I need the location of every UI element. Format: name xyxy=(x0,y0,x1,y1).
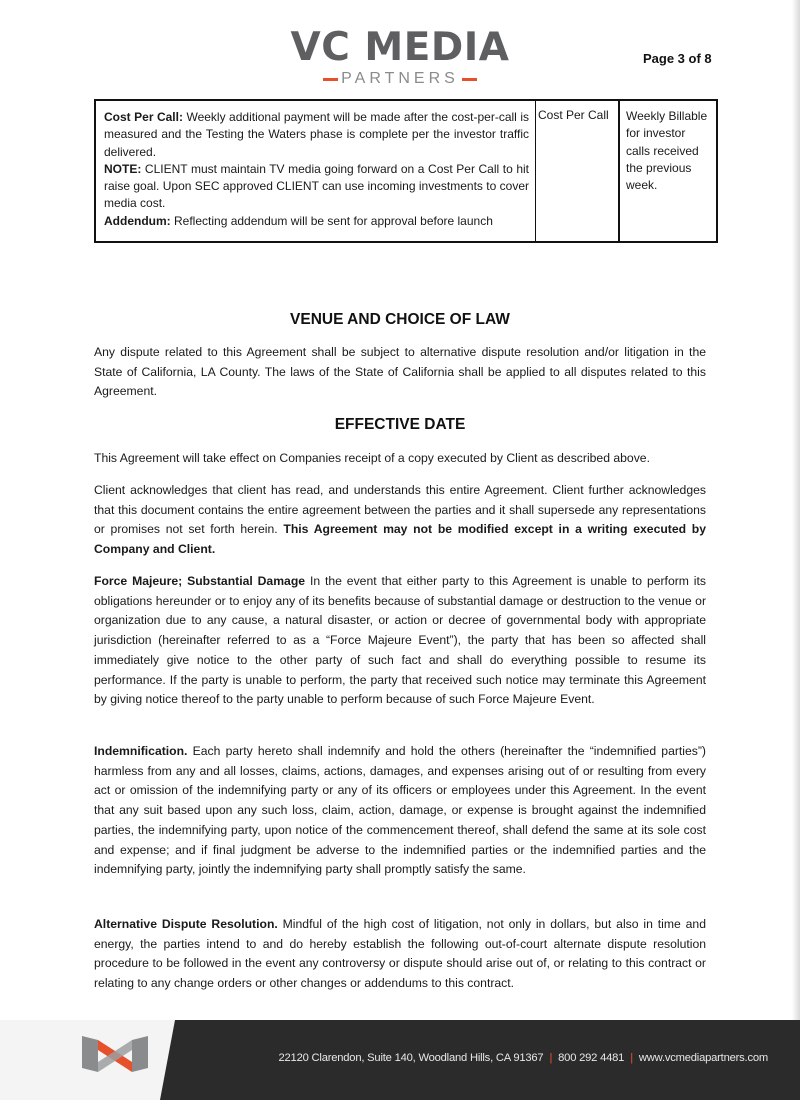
addendum-label: Addendum: xyxy=(104,213,171,228)
logo-dash-right xyxy=(462,78,477,81)
adr-label: Alternative Dispute Resolution. xyxy=(94,917,278,931)
adr-text: Mindful of the high cost of litigation, not only in dollars, but also in time and energy, the parties intend to and do hereby establish the following out-of-court alternate dispute resolution procedure to be followed in the event any controversy or dispute should arise out of, or relating to this contract or relating to any change orders or other changes or addendums to this contract. xyxy=(94,917,706,991)
footer-separator: | xyxy=(630,1052,633,1064)
acknowledgement-text: Client acknowledges that client has read, and understands this entire Agreement. Client further acknowledges that this document contains the entire agreement between the parties and it shall supersede any representations or promises not set forth herein. xyxy=(94,483,706,537)
table-cell-type: Cost Per Call xyxy=(536,101,620,241)
table-cell-billing: Weekly Billable for investor calls received the previous week. xyxy=(626,109,708,193)
logo-dash-left xyxy=(323,78,338,81)
footer-address: 22120 Clarendon, Suite 140, Woodland Hills, CA 91367 xyxy=(278,1052,544,1064)
footer-logo-icon xyxy=(82,1030,148,1072)
logo-subtitle: PARTNERS xyxy=(341,70,459,87)
cost-per-call-text: Weekly additional payment will be made after the cost-per-call is measured and the Testing the Waters phase is complete per the investor traffic delivered. xyxy=(104,110,529,159)
footer-phone: 800 292 4481 xyxy=(558,1052,625,1064)
cost-per-call-label: Cost Per Call: xyxy=(104,110,183,124)
footer-separator: | xyxy=(549,1052,553,1064)
note-text: CLIENT must maintain TV media going forward on a Cost Per Call to hit raise goal. Upon SEC approved CLIENT can use incoming investments to cover media cost. xyxy=(104,161,529,211)
effective-date-heading: EFFECTIVE DATE xyxy=(334,416,466,433)
force-majeure-paragraph xyxy=(94,572,706,710)
adr-paragraph xyxy=(94,915,706,994)
footer-contact xyxy=(279,1052,768,1064)
effective-date-paragraph: This Agreement will take effect on Companies receipt of a copy executed by Client as described above. xyxy=(94,451,650,465)
force-majeure-label: Force Majeure; Substantial Damage xyxy=(94,574,306,588)
page-number: Page 3 of 8 xyxy=(643,51,712,66)
indemnification-text: Each party hereto shall indemnify and hold the others (hereinafter the “indemnified parties”) harmless from any and all losses, claims, actions, damages, and expenses arising out of or resulting from every act or omission of the indemnifying party or any of its officers or employees under this Agreement. In the event that any suit based upon any such loss, claim, action, damage, or expense is brought against the indemnified parties, the indemnifying party, upon notice of the commencement thereof, shall defend the same at its sole cost and expense; and if final judgment be adverse to the indemnified parties or the indemnified parties and the indemnifying party, jointly the indemnifying party shall promptly satisfy the same. xyxy=(94,744,706,877)
note-label: NOTE: xyxy=(104,161,142,176)
indemnification-paragraph xyxy=(94,742,706,880)
footer-website[interactable]: www.vcmediapartners.com xyxy=(638,1052,768,1064)
cost-per-call-table xyxy=(94,99,718,243)
indemnification-label: Indemnification. xyxy=(94,744,188,758)
logo-subtitle-row xyxy=(0,70,800,88)
acknowledgement-bold-text: This Agreement may not be modified except in a writing executed by Company and Client. xyxy=(94,522,707,557)
venue-heading: VENUE AND CHOICE OF LAW xyxy=(290,311,510,328)
table-cell-description xyxy=(96,101,536,241)
addendum-text: Reflecting addendum will be sent for approval before launch xyxy=(174,213,493,228)
venue-paragraph: Any dispute related to this Agreement shall be subject to alternative dispute resolution and/or litigation in the State of California, LA County. The laws of the State of California shall be applied to all disputes related to this Agreement. xyxy=(94,345,706,399)
page-edge-shadow xyxy=(792,0,800,1100)
logo-title: VC MEDIA xyxy=(290,25,510,70)
force-majeure-text: In the event that either party to this Agreement is unable to perform its obligations hereunder or to enjoy any of its benefits because of substantial damage or destruction to the venue or organization due to any cause, a natural disaster, or action or decree of governmental body with appropriate jurisdiction (hereinafter referred to as a “Force Majeure Event”), the party that has been so affected shall immediately give notice to the other party of such fact and shall do everything possible to resume its performance. If the party is unable to perform, the party that received such notice may terminate this Agreement by giving notice thereof to the party unable to perform because of such Force Majeure Event. xyxy=(94,574,706,707)
acknowledgement-paragraph xyxy=(94,481,706,560)
